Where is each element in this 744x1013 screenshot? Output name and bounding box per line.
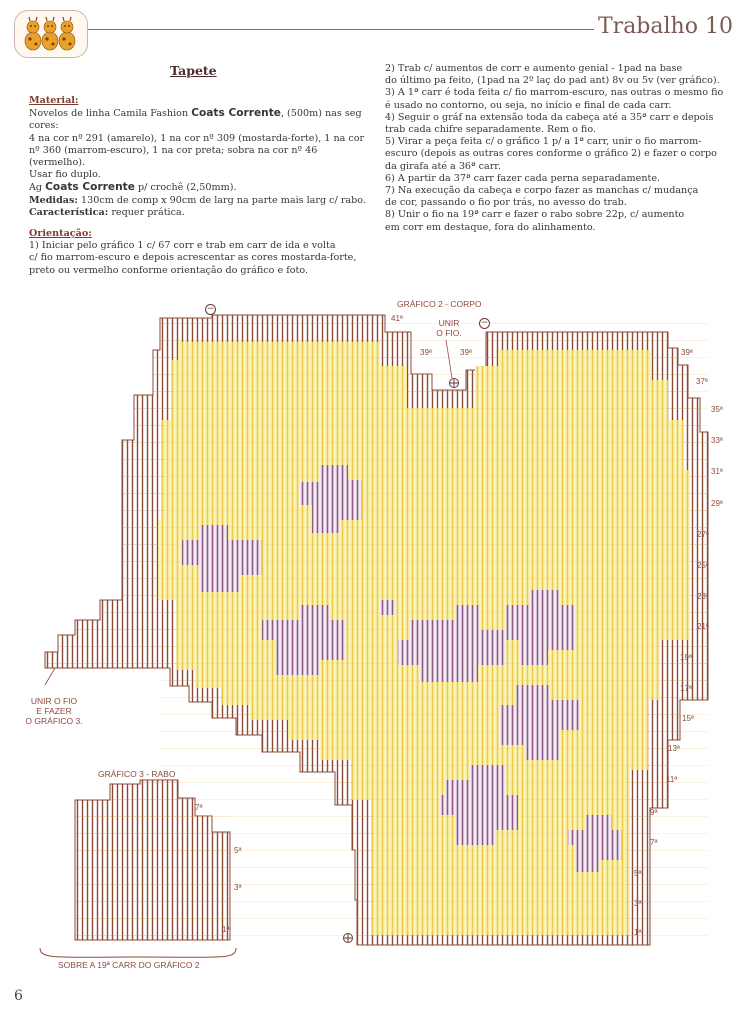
row-mark: 15ª xyxy=(682,714,694,723)
row-mark: 27ª xyxy=(697,530,709,539)
minus-icon: − xyxy=(206,304,215,314)
row-mark: 9ª xyxy=(650,808,658,817)
row-mark: 17ª xyxy=(680,684,692,693)
row-mark: 1ª xyxy=(222,925,230,934)
brand-name: Coats Corrente xyxy=(191,107,281,120)
instruction-line: 3) A 1ª carr é toda feita c/ fio marrom-escuro, nas outras o mesmo fio xyxy=(385,87,724,99)
row-mark: 1ª xyxy=(634,928,642,937)
row-mark: 5ª xyxy=(634,869,642,878)
orientation-text: c/ fio marrom-escuro e depois acrescentar as cores mostarda-forte, xyxy=(29,252,357,264)
instruction-line: 6) A partir da 37ª carr fazer cada perna separadamente. xyxy=(385,172,661,184)
tail-chart xyxy=(40,780,236,957)
material-text: Novelos de linha Camila Fashion xyxy=(29,108,189,120)
material-text: 4 na cor nº 291 (amarelo), 1 na cor nº 309 (mostarda-forte), 1 na cor xyxy=(29,132,365,144)
row-mark: 39ª xyxy=(420,348,432,357)
measures-label: Medidas: xyxy=(29,194,78,206)
row-mark: 35ª xyxy=(711,405,723,414)
join-yarn-label: UNIR O FIO. xyxy=(436,318,462,338)
instruction-line: da girafa até a 36ª carr. xyxy=(385,160,501,172)
row-mark: 7ª xyxy=(650,838,658,847)
feature-text: requer prática. xyxy=(111,206,185,218)
instruction-line: é usado no contorno, ou seja, no início e final de cada carr. xyxy=(385,99,672,111)
feature-label: Característica: xyxy=(29,206,109,218)
row-mark: 39ª xyxy=(681,348,693,357)
row-mark: 41ª xyxy=(391,314,403,323)
row-mark: 37ª xyxy=(696,377,708,386)
tail-chart-footer: SOBRE A 19ª CARR DO GRÁFICO 2 xyxy=(58,960,200,970)
row-mark: 3ª xyxy=(234,883,242,892)
instruction-line: trab cada chifre separadamente. Rem o fio. xyxy=(385,124,596,136)
material-text: Usar fio duplo. xyxy=(29,169,101,181)
material-text: , (500m) nas seg cores: xyxy=(29,108,362,132)
row-mark: 21ª xyxy=(697,622,709,631)
row-mark: 39ª xyxy=(460,348,472,357)
row-mark: 31ª xyxy=(711,467,723,476)
material-label: Material: xyxy=(29,95,79,106)
row-mark: 33ª xyxy=(711,436,723,445)
needle-text: p/ crochê (2,50mm). xyxy=(137,182,237,194)
row-mark: 11ª xyxy=(666,775,678,784)
instruction-line: em corr em destaque, fora do alinhamento. xyxy=(385,221,596,233)
instruction-line: do último pa feito, (1pad na 2º laç do pad ant) 8v ou 5v (ver gráfico). xyxy=(385,75,720,87)
instruction-line: 5) Virar a peça feita c/ o gráfico 1 p/ a 1ª carr, unir o fio marrom- xyxy=(385,136,702,148)
row-mark: 29ª xyxy=(711,499,723,508)
page-title: Trabalho 10 xyxy=(598,14,733,39)
join-tail-label: UNIR O FIO E FAZER O GRÁFICO 3. xyxy=(25,696,83,726)
instruction-line: de cor, passando o fio por trás, no avesso do trab. xyxy=(385,197,627,209)
orientation-text: 1) Iniciar pelo gráfico 1 c/ 67 corr e trab em carr de ida e volta xyxy=(29,240,336,252)
row-mark: 5ª xyxy=(234,846,242,855)
row-mark: 19ª xyxy=(680,653,692,662)
measures-text: 130cm de comp x 90cm de larg na parte mais larg c/ rabo. xyxy=(81,194,366,206)
tail-chart-title: GRÁFICO 3 - RABO xyxy=(98,769,176,779)
row-mark: 7ª xyxy=(195,803,203,812)
instruction-line: escuro (depois as outras cores conforme o gráfico 2) e fazer o corpo xyxy=(385,148,717,160)
instruction-line: 8) Unir o fio na 19ª carr e fazer o rabo sobre 22p, c/ aumento xyxy=(385,209,685,221)
article-title: Tapete xyxy=(170,63,217,78)
page-number: 6 xyxy=(14,988,23,1004)
instruction-line: 7) Na execução da cabeça e corpo fazer as manchas c/ mudança xyxy=(385,185,699,197)
row-mark: 23ª xyxy=(697,592,709,601)
brand-name: Coats Corrente xyxy=(45,181,135,194)
minus-icon: − xyxy=(480,318,489,328)
instruction-line: 2) Trab c/ aumentos de corr e aumento genial - 1pad na base xyxy=(385,63,683,74)
needle-text: Ag xyxy=(29,182,43,194)
material-text: nº 360 (marrom-escuro), 1 na cor preta; sobra na cor nº 46 (vermelho). xyxy=(29,144,318,169)
row-mark: 25ª xyxy=(697,561,709,570)
row-mark: 13ª xyxy=(668,744,680,753)
orientation-text: preto ou vermelho conforme orientação do gráfico e foto. xyxy=(29,264,309,276)
body-chart-title: GRÁFICO 2 - CORPO xyxy=(397,299,482,309)
instruction-line: 4) Seguir o gráf na extensão toda da cabeça até a 35ª carr e depois xyxy=(385,111,714,123)
orientation-label: Orientação: xyxy=(29,228,92,240)
row-mark: 3ª xyxy=(634,899,642,908)
